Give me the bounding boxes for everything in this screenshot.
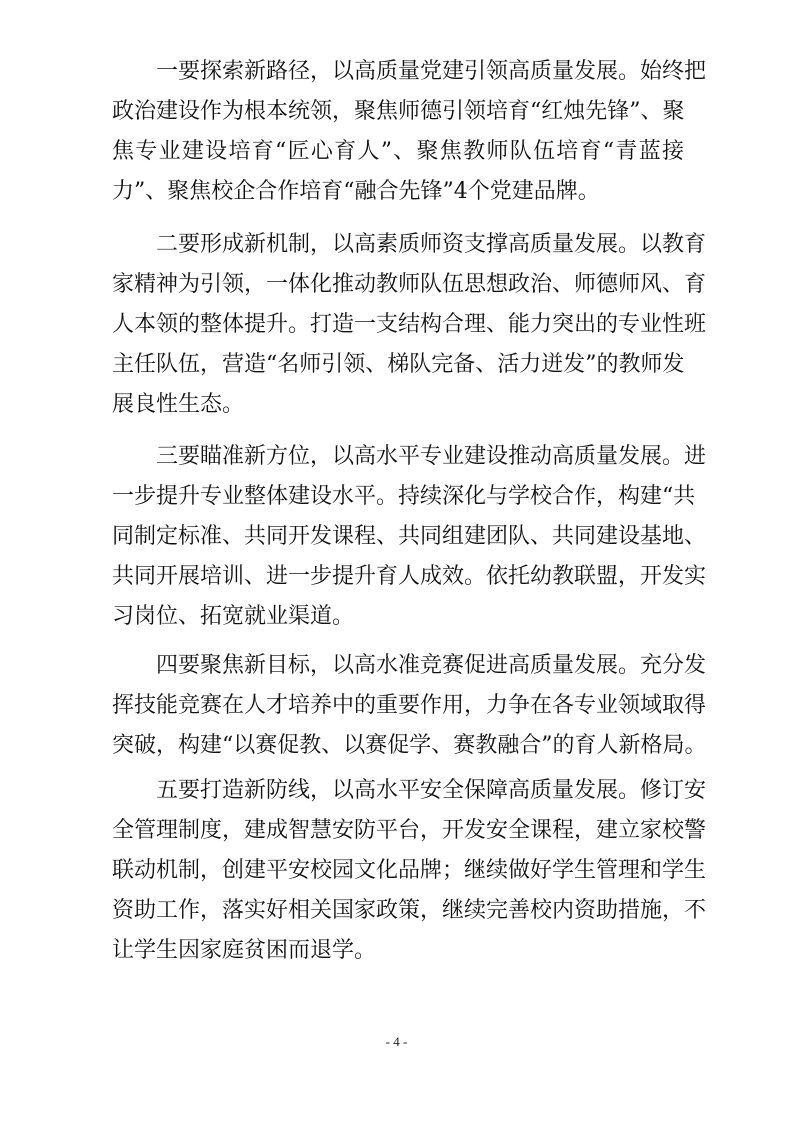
paragraph-line: 全管理制度，建成智慧安防平台，开发安全课程，建立家校警 xyxy=(112,818,707,843)
paragraph-safety xyxy=(112,771,707,971)
paragraph-line: 共同开展培训、进一步提升育人成效。依托幼教联盟，开发实 xyxy=(112,564,707,589)
paragraph-line: 政治建设作为根本统领，聚焦师德引领培育“红烛先锋”、聚 xyxy=(112,99,685,124)
paragraph-line: 让学生因家庭贫困而退学。 xyxy=(112,938,377,963)
paragraph-line: 家精神为引领，一体化推动教师队伍思想政治、师德师风、育 xyxy=(112,272,707,297)
page-number: - 4 - xyxy=(385,1034,408,1049)
paragraph-line: 五要打造新防线，以高水平安全保障高质量发展。修订安 xyxy=(156,778,707,803)
paragraph-line: 挥技能竞赛在人才培养中的重要作用，力争在各专业领域取得 xyxy=(112,693,707,718)
paragraph-line: 联动机制，创建平安校园文化品牌；继续做好学生管理和学生 xyxy=(112,858,707,883)
paragraph-line: 展良性生态。 xyxy=(112,392,245,417)
paragraph-party-building xyxy=(112,52,707,212)
paragraph-line: 主任队伍，营造“名师引领、梯队完备、活力迸发”的教师发 xyxy=(112,352,685,377)
paragraph-line: 突破，构建“以赛促教、以赛促学、赛教融合”的育人新格局。 xyxy=(112,733,707,758)
paragraph-specialty-construction xyxy=(112,437,707,637)
paragraph-line: 资助工作，落实好相关国家政策，继续完善校内资助措施，不 xyxy=(112,898,707,923)
paragraph-line: 一要探索新路径，以高质量党建引领高质量发展。始终把 xyxy=(156,59,707,84)
paragraph-teacher-mechanism xyxy=(112,225,707,425)
paragraph-line: 三要瞄准新方位，以高水平专业建设推动高质量发展。进 xyxy=(156,444,707,469)
paragraph-line: 二要形成新机制，以高素质师资支撑高质量发展。以教育 xyxy=(156,232,707,257)
paragraph-line: 力”、聚焦校企合作培育“融合先锋”4个党建品牌。 xyxy=(112,179,600,204)
paragraph-line: 一步提升专业整体建设水平。持续深化与学校合作，构建“共 xyxy=(112,484,696,509)
paragraph-line: 焦专业建设培育“匠心育人”、聚焦教师队伍培育“青蓝接 xyxy=(112,139,684,164)
paragraph-competition xyxy=(112,646,707,766)
paragraph-line: 习岗位、拓宽就业渠道。 xyxy=(112,604,355,629)
paragraph-line: 四要聚焦新目标，以高水准竞赛促进高质量发展。充分发 xyxy=(156,653,707,678)
paragraph-line: 人本领的整体提升。打造一支结构合理、能力突出的专业性班 xyxy=(112,312,707,337)
paragraph-line: 同制定标准、共同开发课程、共同组建团队、共同建设基地、 xyxy=(112,524,707,549)
